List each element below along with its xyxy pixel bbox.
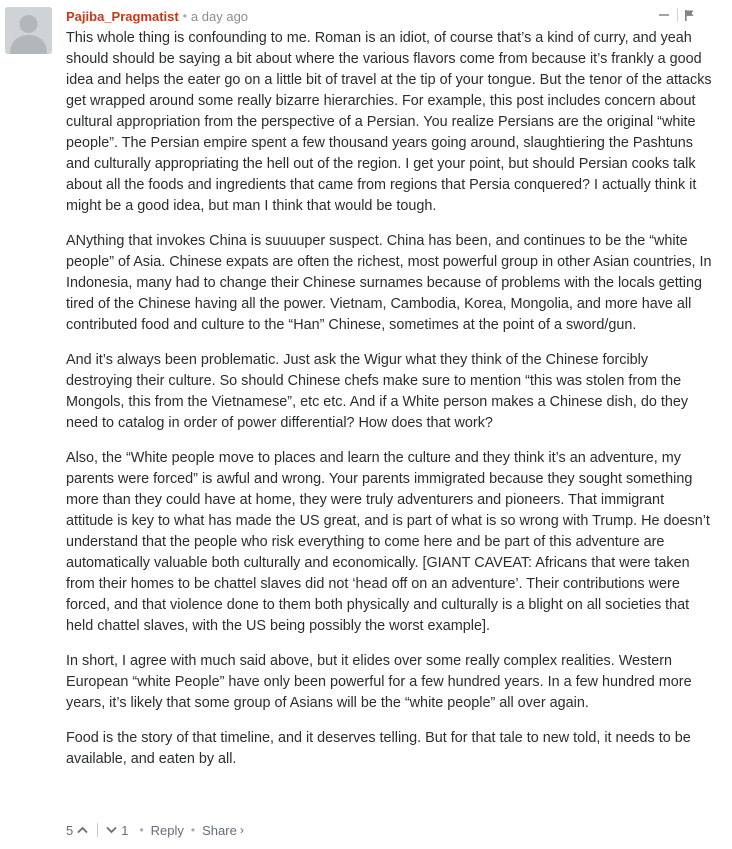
footer-separator: • xyxy=(139,823,144,837)
avatar[interactable] xyxy=(5,7,52,54)
meta-separator: • xyxy=(182,9,187,23)
comment-paragraph: In short, I agree with much said above, but it elides over some really complex realities. Western European “white People” have only been powerful for a few hundred years. In a few hundred more years, it’s likely that some group of Asians will be the “white people” all over again. xyxy=(66,653,692,711)
action-divider xyxy=(677,8,678,22)
share-label: Share xyxy=(202,822,237,838)
vote-divider xyxy=(97,823,98,837)
upvote-count: 5 xyxy=(66,822,74,838)
timestamp[interactable]: a day ago xyxy=(190,8,249,24)
flag-icon[interactable] xyxy=(685,10,694,21)
chevron-down-icon xyxy=(106,826,117,834)
reply-button[interactable]: Reply xyxy=(150,822,184,838)
comment-top-actions xyxy=(659,6,694,24)
footer-separator: • xyxy=(190,823,196,837)
comment-paragraph: And it’s always been problematic. Just ask the Wigur what they think of the Chinese forcibly destroying their culture. So should Chinese chefs make sure to mention “this was stolen from the Mongols, this from the Vietnamese”, etc etc. And if a White person makes a Chinese dish, do they need to catalog in order of power differential? How does that work? xyxy=(66,352,689,431)
downvote-count: 1 xyxy=(121,822,129,838)
comment-header xyxy=(66,7,248,25)
comment-footer xyxy=(66,820,244,840)
collapse-icon[interactable] xyxy=(659,14,669,16)
comment-paragraph: ANything that invokes China is suuuuper suspect. China has been, and continues to be the “white people” of Asia. Chinese expats are often the richest, most powerful group in other Asian countries, In Indonesia, many had to change their Chinese surnames because of problems with the locals getting tired of the Chinese having all the power. Vietnam, Cambodia, Korea, Mongolia, and more have all contributed food and culture to the “Han” Chinese, sometimes at the point of a sword/gun. xyxy=(66,233,712,333)
comment-paragraph: Also, the “White people move to places and learn the culture and they think it’s an adventure, my parents were forced” is awful and wrong. Your parents immigrated because they sought something more than they could have at home, they were truly adventurers and pioneers. That immigrant attitude is key to what has made the US great, and is part of what is so wrong with Trump. He doesn’t understand that the people who risk everything to come here and be part of this adventure are automatically valuable both culturally and economically. [GIANT CAVEAT: Africans that were taken from their homes to be chattel slaves did not ‘head off on an adventure’. Their contributions were forced, and that violence done to them both physically and culturally is a blight on all societies that held chattel slaves, with the US being possibly the worst example]. xyxy=(66,450,710,634)
comment-paragraph: This whole thing is confounding to me. Roman is an idiot, of course that’s a kind of curry, and yeah should should be saying a bit about where the various flavors come from because it’s frankly a good idea and helps the eater go on a little bit of travel at the tip of your tongue. But the tenor of the attacks get wrapped around some really bizarre hierarchies. For example, this post includes concern about cultural appropriation from the perspective of a Persian. You realize Persians are the original “white people”. The Persian empire spent a few thousand years going around, slaughtiering the Pashtuns and culturally appropriating the hell out of the region. I get your point, but should Persian cooks talk about all the foods and ingredients that came from regions that Persia conquered? I actually think it might be a good idea, but man I think that would be tough. xyxy=(66,30,712,214)
comment-body xyxy=(66,28,714,784)
share-button[interactable] xyxy=(202,823,244,838)
upvote-button[interactable] xyxy=(66,823,88,838)
comment-paragraph: Food is the story of that timeline, and it deserves telling. But for that tale to new told, it needs to be available, and eaten by all. xyxy=(66,730,691,767)
downvote-button[interactable] xyxy=(106,823,132,838)
avatar-placeholder-icon xyxy=(5,7,52,54)
author-name[interactable]: Pajiba_Pragmatist xyxy=(66,8,179,24)
chevron-up-icon xyxy=(77,826,88,834)
chevron-right-icon: › xyxy=(239,823,244,837)
